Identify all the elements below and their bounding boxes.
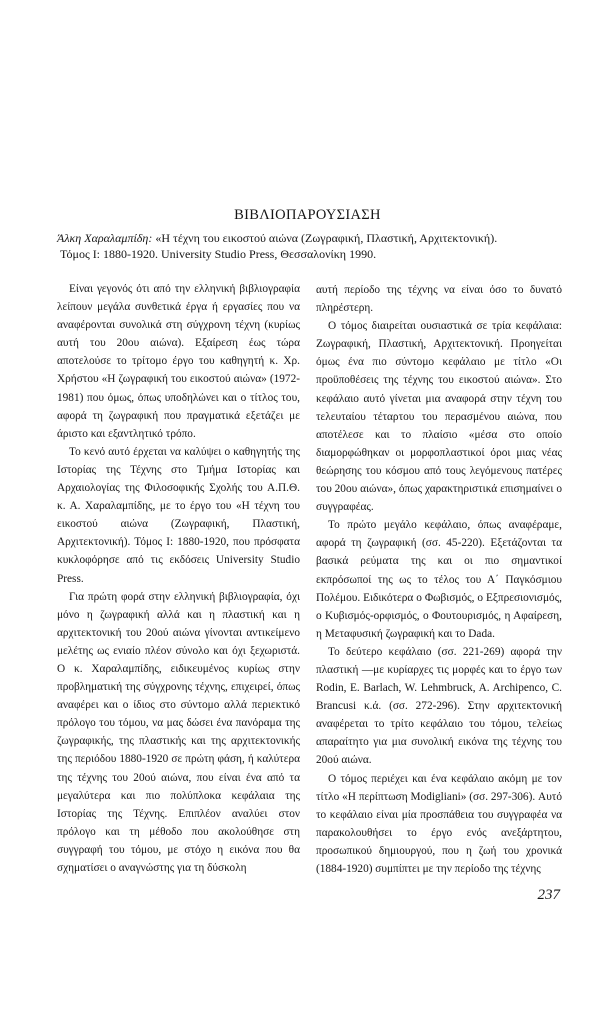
paragraph: Για πρώτη φορά στην ελληνική βιβλιογραφία, όχι μόνο η ζωγραφική αλλά και η πλαστική και η αρχιτεκτονική του 20ού αιώνα γίνονται αντικείμενο μελέτης ως ενιαίο πλέον σύνολο και όχι ξεχωριστά. Ο κ. Χαραλαμπίδης, ειδικευμένος κυρίως στην προβληματική της σύγχρονης τέχνης, επιχειρεί, όπως αναφέρει και ο ίδιος στο σύντομο αλλά περιεκτικό πρόλογο του τόμου, να μας δώσει ένα πανόραμα της ζωγραφικής, της πλαστικής και της αρχιτεκτονικής της περιόδου 1880-1920 σε πρώτη φάση, ή καλύτερα της τέχνης του 20ού αιώνα, που είναι ένα από τα μεγαλύτερα και πιο πολύπλοκα κεφάλαια της Ιστορίας της Τέχνης. Επιπλέον αναλύει στον πρόλογο και τη μέθοδο που ακολούθησε στη συγγραφή του τόμου, με στόχο η εικόνα που θα σχηματίσει ο αναγνώστης για τη δύσκολη: [57, 590, 300, 874]
paragraph-continued: αυτή περίοδο της τέχνης να είναι όσο το δυνατό πληρέστερη.: [316, 284, 562, 315]
reference-author: Άλκη Χαραλαμπίδη:: [57, 231, 153, 245]
paragraph: Το πρώτο μεγάλο κεφάλαιο, όπως αναφέραμε, αφορά τη ζωγραφική (σσ. 45-220). Εξετάζονται τα βασικά ρεύματα της και οι πιο σημαντικοί εκπρόσωποί της ως το τέλος του Α΄ Παγκόσμιου Πολέμου. Ειδικότερα ο Φωβισμός, ο Εξπρεσιονισμός, ο Κυβισμός-ορφισμός, ο Φουτουρισμός, η Αφαίρεση, η Μεταφυσική ζωγραφική και το Dada.: [316, 519, 562, 640]
book-reference: [57, 230, 564, 262]
paragraph: Το δεύτερο κεφάλαιο (σσ. 221-269) αφορά την πλαστική —με κυρίαρχες τις μορφές και το έργο των Rodin, E. Barlach, W. Lehmbruck, A. Archipenco, C. Brancusi κ.ά. (σσ. 272-296). Στην αρχιτεκτονική αναφέρεται το τρίτο κεφάλαιο του τόμου, τελείως απαραίτητο για μια συνολική εικόνα της τέχνης του 20ού αιώνα.: [316, 645, 562, 767]
paragraph: Είναι γεγονός ότι από την ελληνική βιβλιογραφία λείπουν μεγάλα συνθετικά έργα ή εργασίες που να αναφέρονται συνολικά στη σύγχρονη τέχνη (κυρίως αυτή του 20ου αιώνα). Εξαίρεση έως τώρα αποτελούσε το τρίτομο έργο του καθηγητή κ. Χρ. Χρήστου «Η ζωγραφική του εικοστού αιώνα» (1972-1981) που όμως, όπως υποδηλώνει και ο τίτλος του, αφορά τη ζωγραφική που πραγματικά εξετάζει με άριστο και εξαντλητικό τρόπο.: [57, 283, 300, 440]
paragraph: Ο τόμος περιέχει και ένα κεφάλαιο ακόμη με τον τίτλο «Η περίπτωση Modigliani» (σσ. 297-306). Αυτό το κεφάλαιο είναι μία προσπάθεια του συγγραφέα να παρακολουθήσει το έργο ενός ανεξάρτητου, προσωπικού δημιουργού, που η ζωή του χρονικά (1884-1920) συμπίπτει με την περίοδο της τέχνης: [316, 772, 562, 875]
reference-line-2: Τόμος Ι: 1880-1920. University Studio Press, Θεσσαλονίκη 1990.: [60, 247, 377, 261]
reference-title: «Η τέχνη του εικοστού αιώνα (Ζωγραφική, Πλαστική, Αρχιτεκτονική).: [152, 231, 498, 245]
section-heading: ΒΙΒΛΙΟΠΑΡΟΥΣΙΑΣΗ: [234, 207, 381, 223]
paragraph: Το κενό αυτό έρχεται να καλύψει ο καθηγητής της Ιστορίας της Τέχνης στο Τμήμα Ιστορίας και Αρχαιολογίας της Φιλοσοφικής Σχολής του Α.Π.Θ. κ. Α. Χαραλαμπίδης, με το έργο του «Η τέχνη του εικοστού αιώνα (Ζωγραφική, Πλαστική, Αρχιτεκτονική). Τόμος Ι: 1880-1920, που πρόσφατα κυκλοφόρησε από τις εκδόσεις University Studio Press.: [57, 445, 300, 585]
paragraph: Ο τόμος διαιρείται ουσιαστικά σε τρία κεφάλαια: Ζωγραφική, Πλαστική, Αρχιτεκτονική. Προηγείται όμως ένα πιο σύντομο κεφάλαιο με τίτλο «Οι προϋποθέσεις της τέχνης του εικοστού αιώνα». Στο κεφάλαιο αυτό γίνεται μια αναφορά στην τέχνη του τελευταίου τέταρτου του περασμένου αιώνα, που αποτέλεσε και το πλαίσιο «μέσα στο οποίο διαμορφώθηκαν οι μορφοπλαστικοί όροι μιας νέας θεώρησης του κόσμου από τους λεγόμενους πατέρες του 20ου αιώνα», όπως χαρακτηριστικά επισημαίνει ο συγγραφέας.: [316, 320, 562, 514]
right-column: [316, 281, 562, 878]
reference-line-1: [57, 230, 564, 246]
page-number: 237: [537, 887, 560, 903]
left-column: [57, 280, 300, 877]
